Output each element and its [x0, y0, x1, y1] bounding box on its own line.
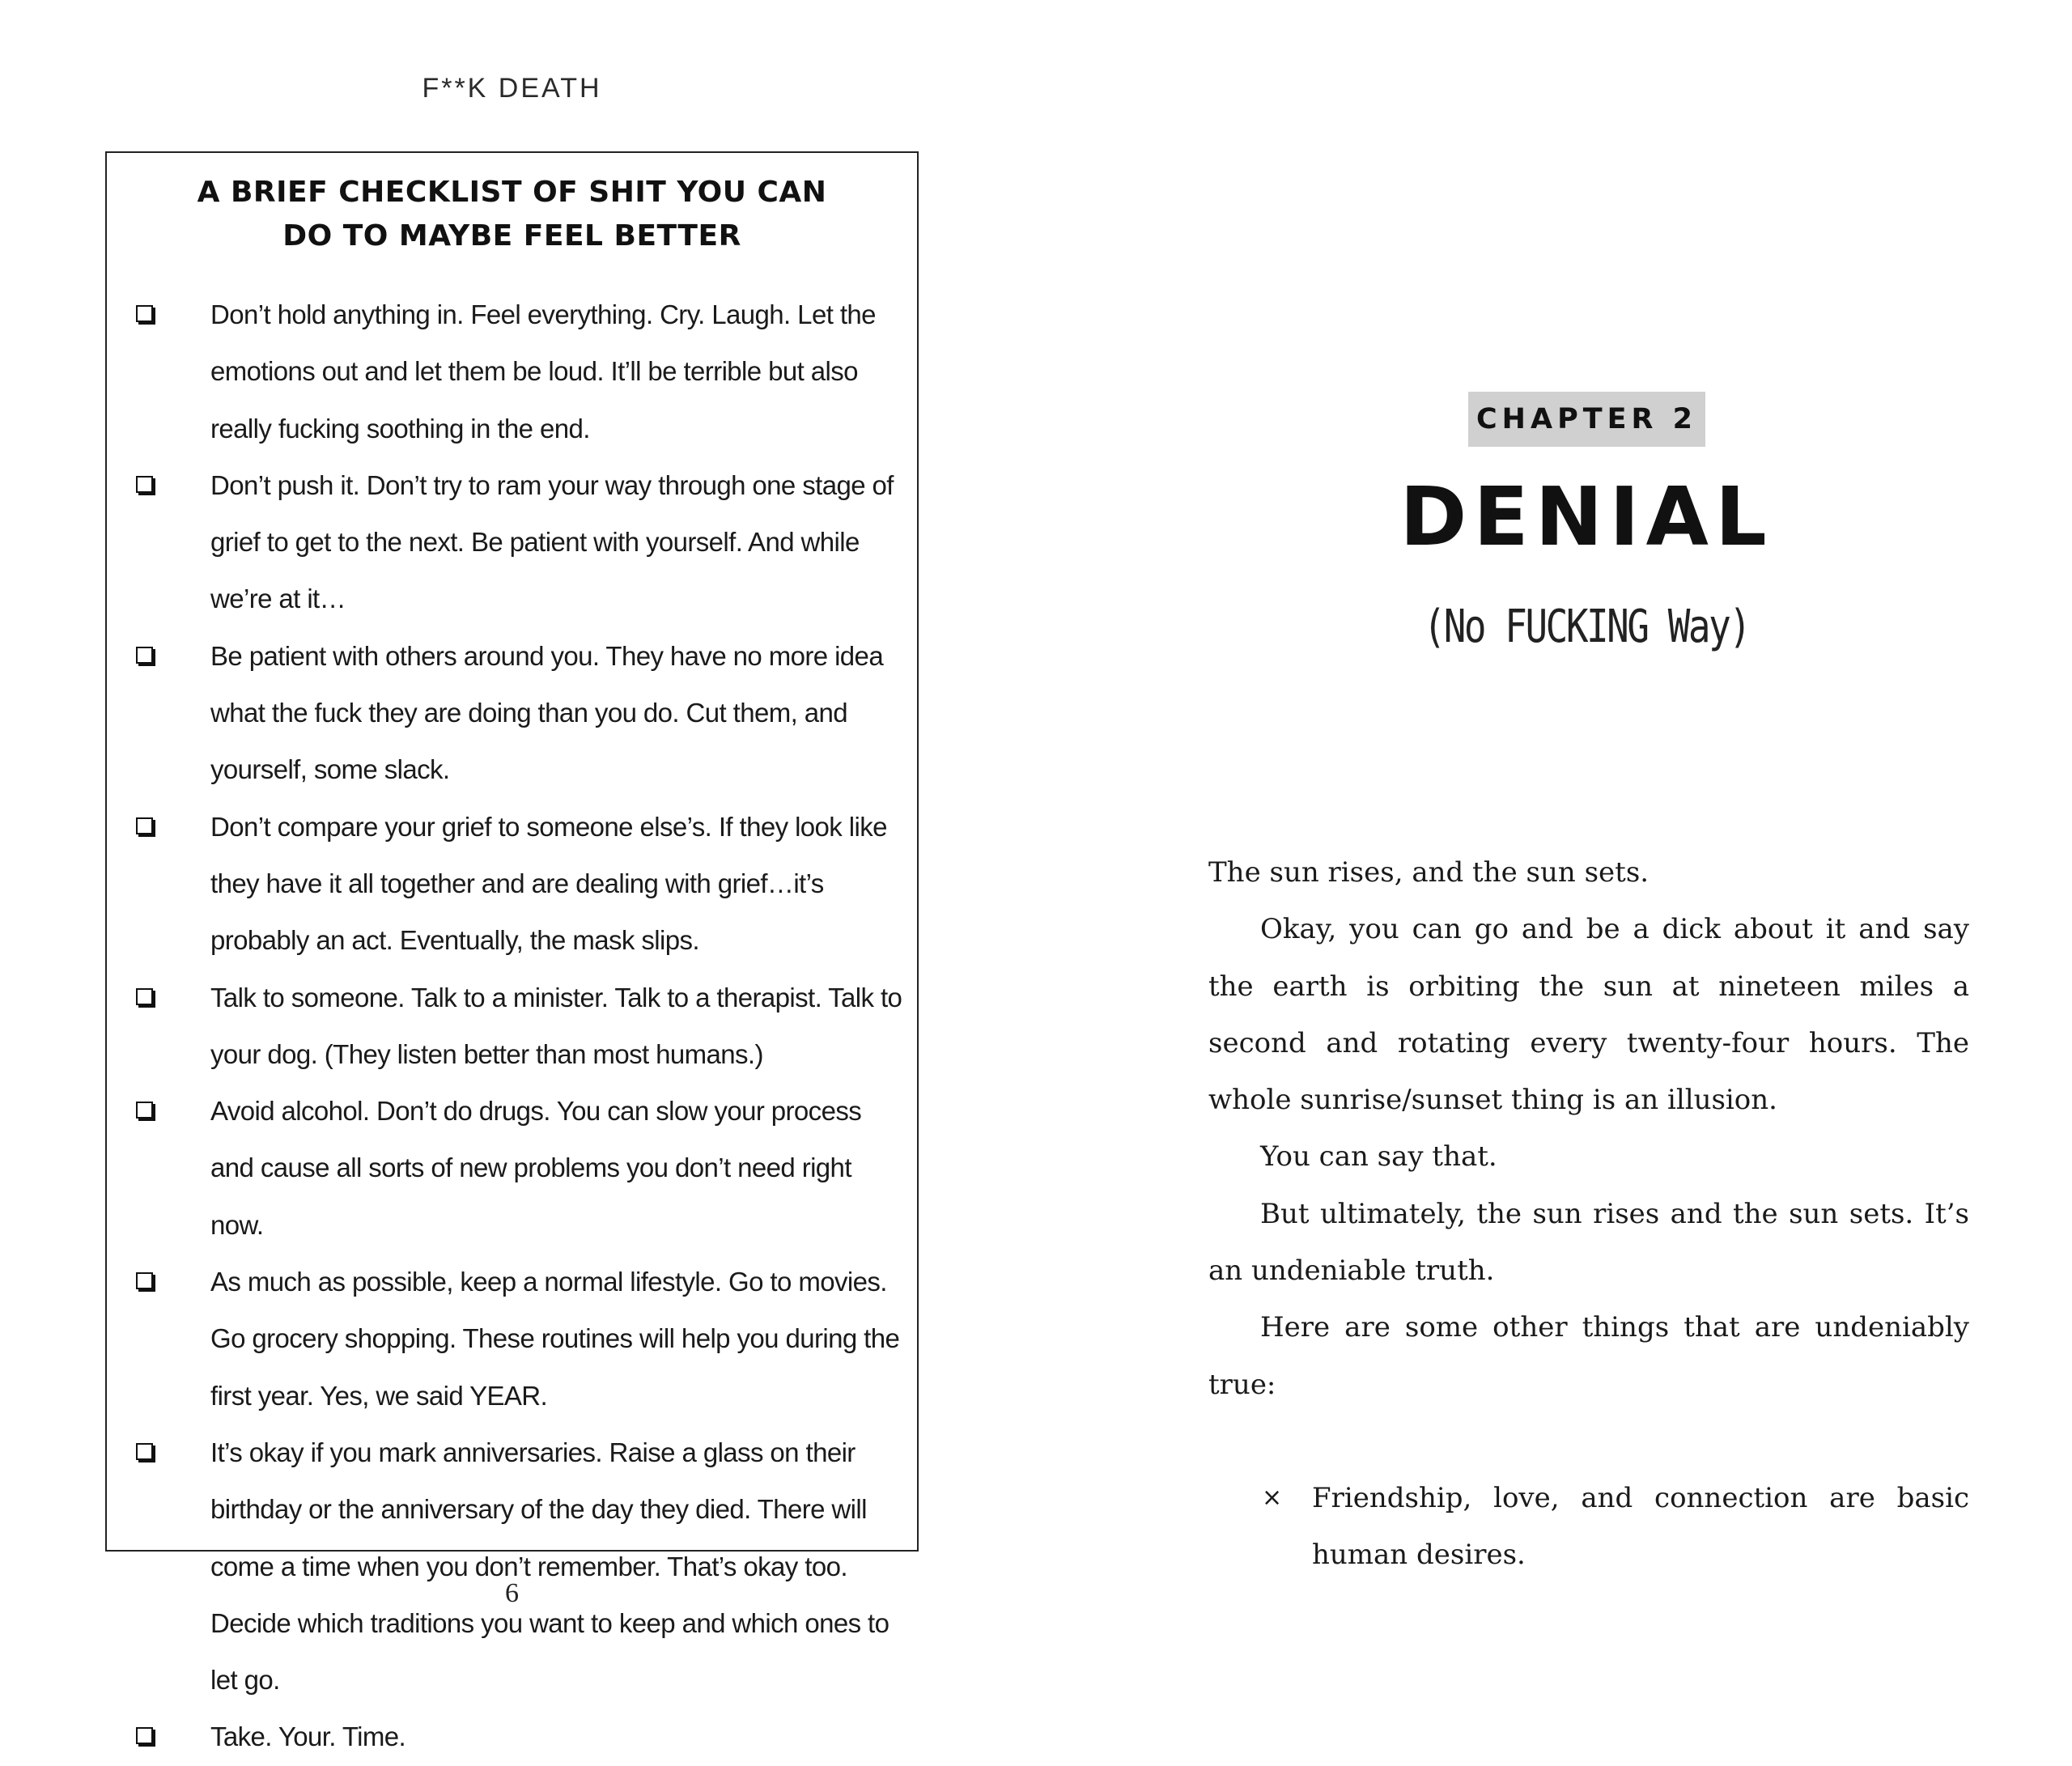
checkbox-icon	[136, 305, 153, 322]
paragraph: Okay, you can go and be a dick about it and say the earth is orbiting the sun at nineteen miles a second and rotating every twenty-four hours. The whole sunrise/sunset thing is an illusion.	[1208, 913, 1969, 1117]
checklist-item	[131, 1083, 904, 1254]
checklist-item	[131, 1424, 904, 1709]
chapter-label: CHAPTER 2	[1468, 392, 1705, 447]
paragraph: You can say that.	[1260, 1140, 1497, 1174]
checklist-title-line-2: DO TO MAYBE FEEL BETTER	[282, 219, 741, 253]
x-bullet-icon: ×	[1262, 1483, 1283, 1512]
checklist-item-text: Talk to someone. Talk to a minister. Talk to a therapist. Talk to your dog. (They listen better than most humans.)	[210, 982, 902, 1069]
checklist-item	[131, 1709, 904, 1765]
checklist-item-text: Don’t hold anything in. Feel everything. Cry. Laugh. Let the emotions out and let them be loud. It’ll be terrible but also really fucking soothing in the end.	[210, 299, 876, 444]
paragraph-spacer	[1208, 1413, 1969, 1470]
checklist-title	[107, 171, 917, 258]
checklist-item-text: Be patient with others around you. They have no more idea what the fuck they are doing than you do. Cut them, and yourself, some slack.	[210, 640, 884, 785]
checklist-item-text: Avoid alcohol. Don’t do drugs. You can slow your process and cause all sorts of new problems you don’t need right now.	[210, 1096, 862, 1240]
paragraph: But ultimately, the sun rises and the sun sets. It’s an undeniable truth.	[1208, 1197, 1969, 1288]
checklist-item-text: Take. Your. Time.	[210, 1721, 406, 1752]
checklist-item-text: Don’t push it. Don’t try to ram your way through one stage of grief to get to the next. Be patient with yourself. And while we’re at it…	[210, 469, 894, 614]
checkbox-icon	[136, 476, 153, 493]
checklist-item-text: As much as possible, keep a normal lifestyle. Go to movies. Go grocery shopping. These routines will help you during the first year. Yes, we said YEAR.	[210, 1267, 900, 1411]
bullet-text: Friendship, love, and connection are basic human desires.	[1312, 1481, 1969, 1572]
checkbox-icon	[136, 1727, 153, 1744]
checklist	[131, 287, 904, 1766]
checklist-item	[131, 287, 904, 457]
checkbox-icon	[136, 988, 153, 1005]
checklist-title-line-1: A BRIEF CHECKLIST OF SHIT YOU CAN	[197, 176, 827, 209]
paragraph: The sun rises, and the sun sets.	[1208, 856, 1650, 889]
checklist-item	[131, 457, 904, 628]
page-number: 6	[505, 1578, 519, 1608]
chapter-subtitle: (No FUCKING Way)	[1423, 601, 1750, 653]
running-head: F**K DEATH	[422, 73, 602, 104]
paragraph: Here are some other things that are undeniably true:	[1208, 1311, 1969, 1401]
checklist-item	[131, 1254, 904, 1424]
checklist-box	[105, 151, 919, 1752]
checklist-item-text: Don’t compare your grief to someone else’s. If they look like they have it all together and are dealing with grief…it’s probably an act. Eventually, the mask slips.	[210, 811, 887, 956]
checkbox-icon	[136, 1443, 153, 1460]
checklist-item	[131, 799, 904, 970]
checklist-item-text: It’s okay if you mark anniversaries. Raise a glass on their birthday or the anniversary of the day they died. There will come a time when you don’t remember. That’s okay too. Decide which traditions you want to keep and which ones to let go.	[210, 1437, 890, 1696]
checkbox-icon	[136, 817, 153, 834]
chapter-title: DENIAL	[1399, 469, 1773, 564]
chapter-body	[1208, 844, 1969, 1584]
bullet-item	[1208, 1470, 1969, 1584]
checklist-item	[131, 970, 904, 1084]
checklist-item	[131, 628, 904, 799]
checkbox-icon	[136, 1272, 153, 1289]
checkbox-icon	[136, 1102, 153, 1119]
checkbox-icon	[136, 647, 153, 664]
